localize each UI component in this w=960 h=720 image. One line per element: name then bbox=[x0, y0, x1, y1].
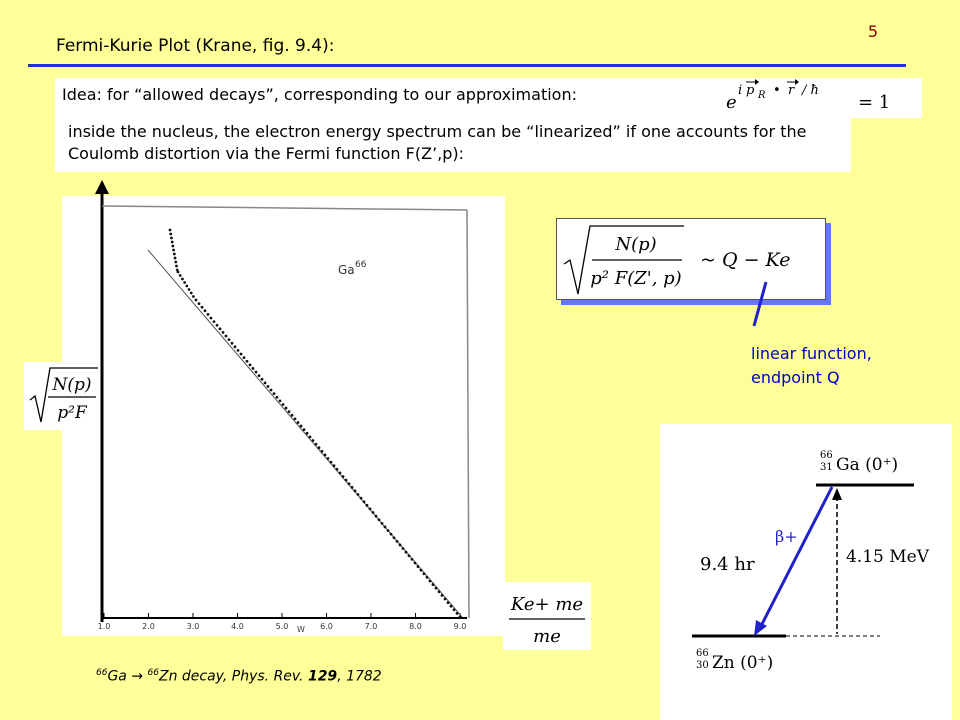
data-point bbox=[381, 522, 384, 525]
data-point bbox=[327, 457, 330, 460]
data-point bbox=[393, 536, 396, 539]
data-point bbox=[402, 547, 405, 550]
data-point bbox=[175, 265, 178, 268]
data-point bbox=[312, 439, 315, 442]
linear-function-note bbox=[751, 342, 872, 390]
data-point bbox=[255, 371, 258, 374]
data-point bbox=[288, 410, 291, 413]
data-point bbox=[270, 389, 273, 392]
approx-rhs: = 1 bbox=[858, 92, 891, 113]
data-point bbox=[378, 518, 381, 521]
data-point bbox=[345, 479, 348, 482]
beta-arrow-head bbox=[754, 620, 767, 636]
pointer-arrow bbox=[740, 278, 780, 338]
isotope-mass: 66 bbox=[355, 260, 367, 270]
zn-mass: 66 bbox=[696, 648, 709, 659]
data-point bbox=[390, 533, 393, 536]
data-point bbox=[252, 367, 255, 370]
data-point bbox=[456, 612, 459, 615]
data-point bbox=[222, 331, 225, 334]
data-point bbox=[324, 453, 327, 456]
data-point bbox=[459, 616, 462, 619]
data-point bbox=[285, 407, 288, 410]
idea-text: Idea: for “allowed decays”, corresponding to our approximation: bbox=[62, 85, 577, 104]
data-point bbox=[435, 587, 438, 590]
data-point bbox=[438, 590, 441, 593]
caption-zn: Zn decay, Phys. Rev. bbox=[158, 668, 308, 685]
svg-text:i: i bbox=[738, 83, 743, 98]
data-point bbox=[294, 417, 297, 420]
caption-page: , 1782 bbox=[337, 668, 382, 685]
data-point bbox=[210, 317, 213, 320]
x-tick-label: 5.0 bbox=[275, 622, 289, 631]
data-point bbox=[444, 598, 447, 601]
explanation-text-content: inside the nucleus, the electron energy spectrum can be “linearized” if one accounts for the Coulomb distortion via the Fermi function F(Z’,p): bbox=[68, 122, 807, 163]
data-point bbox=[243, 356, 246, 359]
x-label-denominator: me bbox=[533, 626, 561, 647]
caption-mass-zn: 66 bbox=[147, 668, 159, 678]
data-point bbox=[169, 229, 172, 232]
data-point bbox=[366, 504, 369, 507]
data-point bbox=[339, 472, 342, 475]
x-label-numerator: Ke+ me bbox=[510, 594, 584, 615]
ga-mass: 66 bbox=[820, 450, 833, 461]
x-tick-label: 7.0 bbox=[364, 622, 378, 631]
eq-denominator: p² F(Z', p) bbox=[590, 268, 682, 289]
data-point bbox=[372, 511, 375, 514]
data-point bbox=[330, 461, 333, 464]
data-point bbox=[170, 237, 173, 240]
data-point bbox=[183, 281, 186, 284]
eq-rhs: ~ Q − Ke bbox=[700, 249, 791, 271]
y-label-numerator: N(p) bbox=[52, 375, 92, 395]
data-point bbox=[318, 446, 321, 449]
linear-note-line1: linear function, bbox=[751, 344, 872, 363]
eq-numerator: N(p) bbox=[615, 234, 657, 255]
data-point bbox=[375, 515, 378, 518]
data-point bbox=[198, 302, 201, 305]
data-point bbox=[267, 385, 270, 388]
data-point bbox=[411, 558, 414, 561]
data-point bbox=[213, 320, 216, 323]
svg-text:r: r bbox=[788, 83, 795, 98]
data-point bbox=[207, 313, 210, 316]
data-point bbox=[276, 396, 279, 399]
svg-text:p: p bbox=[746, 83, 755, 98]
data-point bbox=[384, 526, 387, 529]
data-point bbox=[303, 428, 306, 431]
data-point bbox=[387, 529, 390, 532]
linear-note-line2: endpoint Q bbox=[751, 368, 840, 387]
data-point bbox=[174, 257, 177, 260]
data-point bbox=[188, 288, 191, 291]
data-point bbox=[237, 349, 240, 352]
data-point bbox=[201, 306, 204, 309]
data-point bbox=[396, 540, 399, 543]
data-point bbox=[172, 249, 175, 252]
data-point bbox=[185, 285, 188, 288]
caption-ga: Ga bbox=[107, 668, 132, 685]
slide-title: Fermi-Kurie Plot (Krane, fig. 9.4): bbox=[56, 36, 335, 56]
x-axis-letter: W bbox=[297, 625, 305, 634]
data-point bbox=[408, 554, 411, 557]
data-point bbox=[171, 241, 174, 244]
data-point bbox=[297, 421, 300, 424]
data-point bbox=[171, 245, 174, 248]
isotope-label: Ga bbox=[338, 263, 355, 277]
data-point bbox=[190, 292, 193, 295]
data-point bbox=[195, 299, 198, 302]
data-point bbox=[282, 403, 285, 406]
title-divider bbox=[28, 64, 906, 67]
figure-caption bbox=[96, 668, 382, 685]
kurie-equation bbox=[556, 218, 826, 300]
data-point bbox=[246, 360, 249, 363]
data-point bbox=[432, 583, 435, 586]
x-tick-label: 6.0 bbox=[320, 622, 333, 631]
data-point bbox=[231, 342, 234, 345]
approx-lhs: e bbox=[726, 92, 737, 113]
data-point bbox=[405, 551, 408, 554]
y-axis-arrow bbox=[95, 180, 109, 194]
data-point bbox=[309, 435, 312, 438]
data-point bbox=[219, 327, 222, 330]
data-point bbox=[426, 576, 429, 579]
data-point bbox=[240, 353, 243, 356]
svg-text:•: • bbox=[773, 83, 781, 98]
data-point bbox=[261, 378, 264, 381]
data-point bbox=[321, 450, 324, 453]
data-point bbox=[315, 443, 318, 446]
x-tick-label: 1.0 bbox=[97, 622, 111, 631]
beta-label: β+ bbox=[775, 527, 798, 546]
data-point bbox=[429, 580, 432, 583]
data-point bbox=[357, 493, 360, 496]
svg-text:/ ħ: / ħ bbox=[802, 83, 819, 98]
data-point bbox=[351, 486, 354, 489]
data-point bbox=[228, 338, 231, 341]
decay-scheme bbox=[660, 424, 952, 720]
y-axis-label bbox=[24, 362, 100, 430]
ga-z: 31 bbox=[820, 462, 833, 473]
zn-z: 30 bbox=[696, 660, 709, 671]
data-point bbox=[306, 432, 309, 435]
data-point bbox=[423, 572, 426, 575]
data-point-group bbox=[169, 229, 462, 619]
x-tick-label: 3.0 bbox=[186, 622, 200, 631]
x-tick-label: 9.0 bbox=[453, 622, 467, 631]
zn-label: Zn (0⁺) bbox=[712, 653, 774, 673]
data-point bbox=[399, 544, 402, 547]
data-point bbox=[414, 562, 417, 565]
caption-volume: 129 bbox=[307, 668, 338, 685]
data-point bbox=[369, 508, 372, 511]
data-point bbox=[453, 608, 456, 611]
slide-number: 5 bbox=[867, 22, 878, 41]
data-point bbox=[169, 233, 172, 236]
kurie-plot bbox=[62, 170, 507, 640]
caption-arrow: → bbox=[131, 668, 144, 685]
data-point bbox=[447, 601, 450, 604]
data-point bbox=[225, 335, 228, 338]
data-point bbox=[234, 345, 237, 348]
data-point bbox=[441, 594, 444, 597]
energy-label: 4.15 MeV bbox=[846, 547, 929, 567]
data-point bbox=[348, 482, 351, 485]
x-tick-label: 8.0 bbox=[409, 622, 422, 631]
data-point bbox=[417, 565, 420, 568]
data-point bbox=[258, 374, 261, 377]
data-point bbox=[181, 278, 184, 281]
data-point bbox=[279, 399, 282, 402]
approximation-formula bbox=[698, 76, 926, 120]
x-tick-label: 4.0 bbox=[231, 622, 244, 631]
x-tick-label: 2.0 bbox=[142, 622, 155, 631]
data-point bbox=[360, 497, 363, 500]
data-point bbox=[216, 324, 219, 327]
data-point bbox=[177, 271, 180, 274]
data-point bbox=[249, 363, 252, 366]
x-tick-group bbox=[98, 613, 467, 631]
data-point bbox=[291, 414, 294, 417]
data-point bbox=[192, 295, 195, 298]
data-point bbox=[450, 605, 453, 608]
data-point bbox=[354, 490, 357, 493]
svg-text:R: R bbox=[758, 90, 766, 101]
y-label-denominator: p²F bbox=[57, 403, 87, 423]
ga-label: Ga (0⁺) bbox=[836, 455, 899, 475]
data-point bbox=[174, 261, 177, 264]
data-point bbox=[264, 381, 267, 384]
data-point bbox=[204, 309, 207, 312]
data-point bbox=[173, 253, 176, 256]
data-point bbox=[342, 475, 345, 478]
explanation-text bbox=[68, 121, 848, 165]
x-axis-label bbox=[503, 582, 591, 650]
data-point bbox=[300, 425, 303, 428]
data-point bbox=[420, 569, 423, 572]
data-point bbox=[363, 500, 366, 503]
data-point bbox=[179, 274, 182, 277]
data-point bbox=[273, 392, 276, 395]
data-point bbox=[333, 464, 336, 467]
caption-mass-ga: 66 bbox=[96, 668, 108, 678]
halflife-label: 9.4 hr bbox=[700, 554, 755, 575]
data-point bbox=[336, 468, 339, 471]
